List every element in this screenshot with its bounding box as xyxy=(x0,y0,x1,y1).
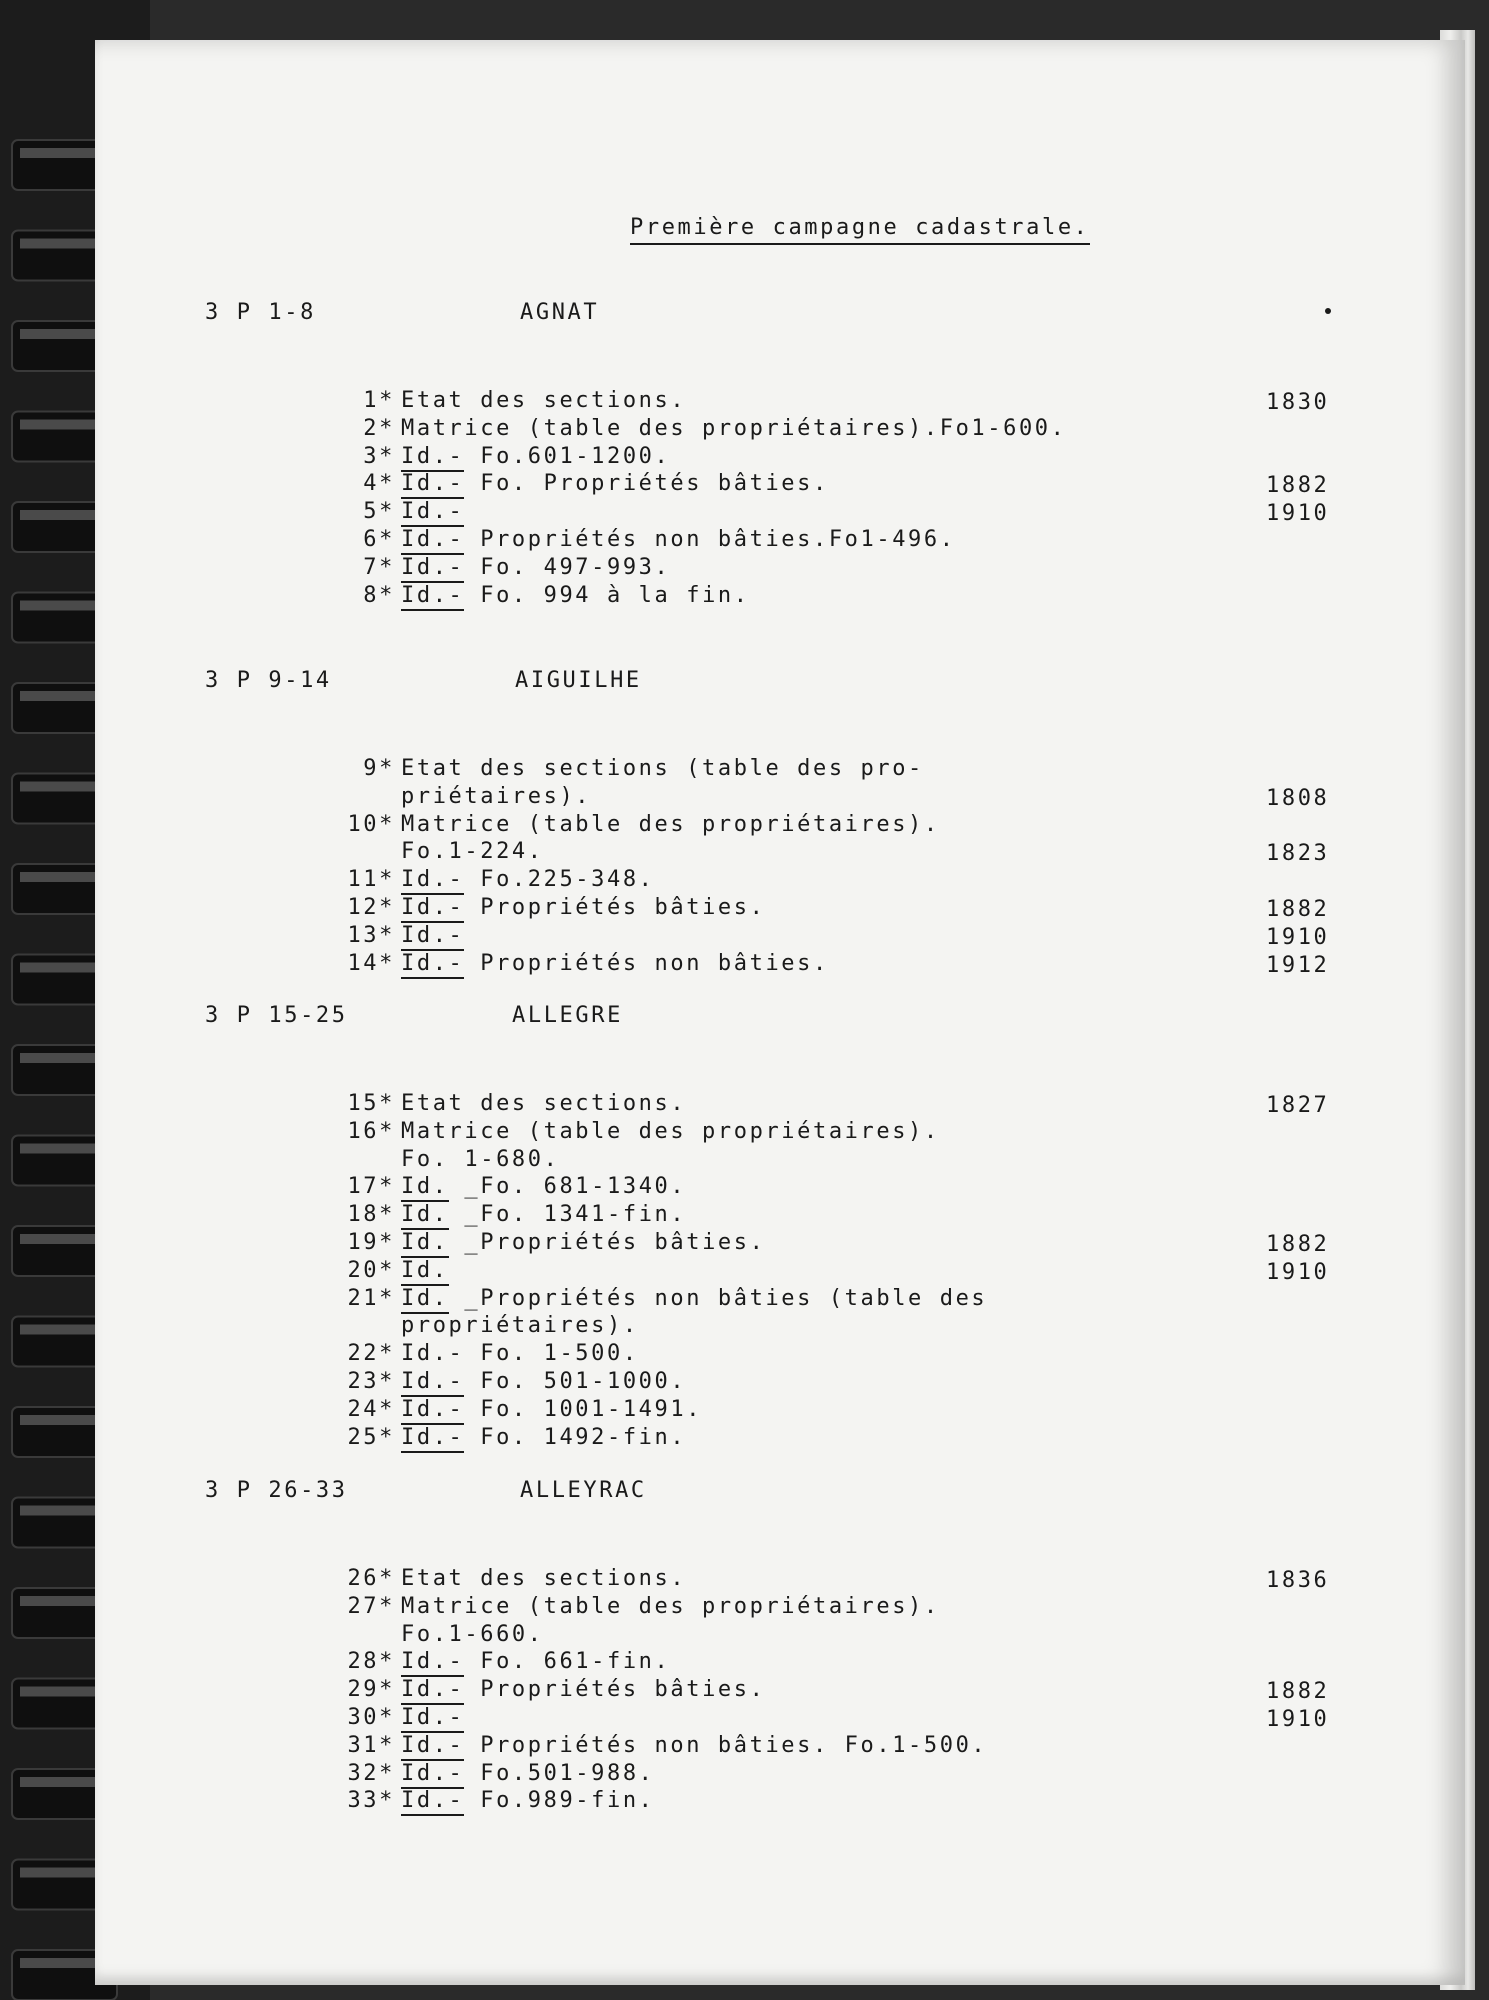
entry-year: 1823 xyxy=(1266,841,1330,867)
entry-number: 32* xyxy=(347,1760,395,1786)
entry-number: 27* xyxy=(347,1593,395,1619)
entry-number: 20* xyxy=(347,1257,395,1283)
entry-description: _Propriétés non bâties (table des xyxy=(448,1285,988,1311)
entry-number: 2* xyxy=(363,415,395,441)
entry-number: 17* xyxy=(347,1174,395,1200)
entry-number: 25* xyxy=(347,1424,395,1450)
entry-id-marker: Id.- xyxy=(401,499,464,527)
entry-number: 13* xyxy=(347,922,395,948)
entry-year: 1808 xyxy=(1266,785,1330,811)
entry-number: 3* xyxy=(363,443,395,469)
entry-row xyxy=(335,783,592,809)
entry-description: Fo. 1492-fin. xyxy=(464,1424,687,1450)
entry-description: Fo. 661-fin. xyxy=(464,1649,671,1675)
entry-description: Propriétés non bâties. xyxy=(464,950,829,976)
entry-id-marker: Id.- xyxy=(401,1705,464,1733)
entry-description: Fo. 994 à la fin. xyxy=(464,582,750,608)
entry-year: 1882 xyxy=(1266,1232,1330,1257)
entry-id-marker: Id. xyxy=(401,1202,449,1230)
entry-number: 24* xyxy=(347,1396,395,1422)
entry-row xyxy=(335,1593,940,1619)
entry-description: Etat des sections. xyxy=(401,388,687,413)
entry-number: 11* xyxy=(347,867,395,893)
entry-year: 1882 xyxy=(1266,897,1330,922)
entry-year: 1830 xyxy=(1266,390,1330,415)
entry-number: 29* xyxy=(347,1677,395,1703)
entry-number: 14* xyxy=(347,950,395,976)
entry-id-marker: Id.- xyxy=(401,555,464,583)
entry-description: Matrice (table des propriétaires). xyxy=(401,811,940,837)
entry-id-marker: Id.- xyxy=(401,444,464,472)
entry-year: 1910 xyxy=(1266,1707,1330,1732)
entry-row xyxy=(335,1343,639,1365)
entry-number: 22* xyxy=(347,1341,395,1367)
entry-number: 1* xyxy=(363,388,395,413)
entry-number: 7* xyxy=(363,554,395,580)
entry-number: 15* xyxy=(347,1091,395,1116)
entry-id-marker: Id.- xyxy=(401,1649,464,1677)
entry-description: Fo.501-988. xyxy=(464,1760,655,1786)
entry-description: Propriétés non bâties.Fo1-496. xyxy=(464,527,956,552)
entry-year: 1827 xyxy=(1266,1093,1330,1118)
entry-description: Fo. 497-993. xyxy=(464,554,671,580)
entry-id-marker: Id.- xyxy=(401,923,464,951)
entry-id-marker: Id.- xyxy=(401,1425,464,1453)
entry-row xyxy=(335,1396,703,1422)
entry-number: 12* xyxy=(347,895,395,920)
section-cote: 3 P 26-33 xyxy=(205,1478,348,1503)
entry-row xyxy=(335,811,940,837)
entry-id-marker: Id.- xyxy=(401,1733,464,1761)
entry-row xyxy=(335,1093,686,1115)
entry-row xyxy=(335,922,465,948)
entry-id-marker: Id.- xyxy=(401,583,464,611)
entry-row xyxy=(335,1707,464,1729)
entry-description: Fo. Propriétés bâties. xyxy=(464,471,829,497)
entry-description: Fo. 501-1000. xyxy=(464,1369,687,1394)
entry-id-marker: Id. xyxy=(401,1230,449,1258)
entry-id-marker: Id. xyxy=(401,1258,449,1286)
entry-description: priétaires). xyxy=(401,783,592,809)
entry-description: Fo. 1-680. xyxy=(401,1146,560,1172)
entry-year: 1910 xyxy=(1266,501,1330,527)
entry-description: Etat des sections (table des pro- xyxy=(401,756,924,781)
entry-year: 1836 xyxy=(1266,1568,1330,1593)
entry-row xyxy=(335,582,750,608)
entry-row xyxy=(335,1285,988,1311)
entry-description: Fo. 1001-1491. xyxy=(464,1396,703,1422)
entry-row xyxy=(335,1257,449,1283)
entry-description: Fo.989-fin. xyxy=(464,1788,655,1814)
entry-description: Propriétés bâties. xyxy=(464,895,766,920)
entry-row xyxy=(335,1679,765,1701)
entry-number: 30* xyxy=(347,1705,395,1730)
document-page xyxy=(95,40,1465,1985)
entry-number: 9* xyxy=(363,756,395,781)
entry-description: Fo.1-224. xyxy=(401,839,544,865)
entry-row xyxy=(335,1651,670,1673)
entry-row xyxy=(335,1371,686,1393)
entry-year: 1910 xyxy=(1266,1259,1330,1285)
section-commune: ALLEGRE xyxy=(512,1003,623,1028)
entry-number: 6* xyxy=(363,527,395,552)
entry-row xyxy=(335,443,671,469)
entry-number: 10* xyxy=(347,811,395,837)
page-title: Première campagne cadastrale. xyxy=(630,215,1090,245)
entry-year: 1882 xyxy=(1266,1679,1330,1705)
stray-dot-mark xyxy=(1325,308,1331,314)
entry-id-marker: Id.- xyxy=(401,471,464,499)
entry-number: 19* xyxy=(347,1230,395,1255)
entry-description: _Propriétés bâties. xyxy=(448,1230,766,1255)
entry-id-marker: Id.- xyxy=(401,1677,464,1705)
entry-id-marker: Id.- xyxy=(401,527,464,555)
entry-number: 4* xyxy=(363,471,395,497)
entry-row xyxy=(335,869,655,891)
entry-row xyxy=(335,1790,655,1812)
entry-row xyxy=(335,1732,988,1758)
entry-row xyxy=(335,1204,686,1226)
entry-number: 31* xyxy=(347,1732,395,1758)
entry-row xyxy=(335,554,671,580)
entry-row xyxy=(335,950,829,976)
entry-year: 1910 xyxy=(1266,924,1330,950)
entry-id-marker: Id.- xyxy=(401,1761,464,1789)
entry-description: Etat des sections. xyxy=(401,1091,687,1116)
entry-year: 1882 xyxy=(1266,473,1330,499)
entry-id-marker: Id.- xyxy=(401,867,464,895)
entry-number: 26* xyxy=(347,1566,395,1591)
section-cote: 3 P 15-25 xyxy=(205,1003,348,1028)
entry-row xyxy=(335,1176,686,1198)
entry-row xyxy=(335,1315,639,1337)
entry-id-marker: Id.- xyxy=(401,1369,464,1397)
entry-id-marker: Id.- xyxy=(401,951,464,979)
entry-number: 16* xyxy=(347,1118,395,1144)
entry-row xyxy=(335,473,829,495)
entry-row xyxy=(335,1621,544,1647)
entry-description: Fo.225-348. xyxy=(464,867,655,893)
entry-row xyxy=(335,1232,765,1254)
entry-row xyxy=(335,1146,560,1172)
entry-description: Etat des sections. xyxy=(401,1566,687,1591)
entry-description: Matrice (table des propriétaires). xyxy=(401,1118,940,1144)
entry-number: 21* xyxy=(347,1285,395,1311)
entry-description: Fo.1-660. xyxy=(401,1621,544,1647)
entry-number: 23* xyxy=(347,1369,395,1394)
entry-number: 28* xyxy=(347,1649,395,1675)
entry-row xyxy=(335,1568,686,1590)
entry-description: Matrice (table des propriétaires).Fo1-600. xyxy=(401,415,1067,441)
section-cote: 3 P 9-14 xyxy=(205,668,332,693)
entry-description: Matrice (table des propriétaires). xyxy=(401,1593,940,1619)
entry-id-marker: Id.- xyxy=(401,1397,464,1425)
entry-id-marker: Id.- xyxy=(401,895,464,923)
entry-row xyxy=(335,1760,655,1786)
entry-number: 18* xyxy=(347,1202,395,1228)
entry-number: 5* xyxy=(363,499,395,525)
entry-row xyxy=(335,501,464,523)
entry-description: propriétaires). xyxy=(401,1313,639,1339)
entry-description: Id.- Fo. 1-500. xyxy=(401,1341,639,1367)
entry-row xyxy=(335,841,544,863)
entry-description: _Fo. 1341-fin. xyxy=(448,1202,687,1228)
entry-row xyxy=(335,390,686,412)
section-commune: ALLEYRAC xyxy=(520,1478,647,1503)
section-commune: AIGUILHE xyxy=(515,668,642,693)
entry-id-marker: Id. xyxy=(401,1174,449,1202)
entry-number: 33* xyxy=(347,1788,395,1814)
entry-row xyxy=(335,529,956,551)
entry-row xyxy=(335,1424,687,1450)
entry-row xyxy=(335,415,1067,441)
entry-number: 8* xyxy=(363,582,395,608)
entry-row xyxy=(335,758,924,780)
entry-description: Propriétés bâties. xyxy=(464,1677,766,1703)
entry-row xyxy=(335,897,765,919)
entry-id-marker: Id.- xyxy=(401,1788,464,1816)
entry-description: Fo.601-1200. xyxy=(464,443,671,469)
entry-description: _Fo. 681-1340. xyxy=(448,1174,687,1200)
entry-year: 1912 xyxy=(1266,952,1330,978)
entry-description: Propriétés non bâties. Fo.1-500. xyxy=(464,1732,988,1758)
entry-row xyxy=(335,1118,940,1144)
section-commune: AGNAT xyxy=(520,300,600,325)
entry-id-marker: Id. xyxy=(401,1286,449,1314)
section-cote: 3 P 1-8 xyxy=(205,300,316,325)
